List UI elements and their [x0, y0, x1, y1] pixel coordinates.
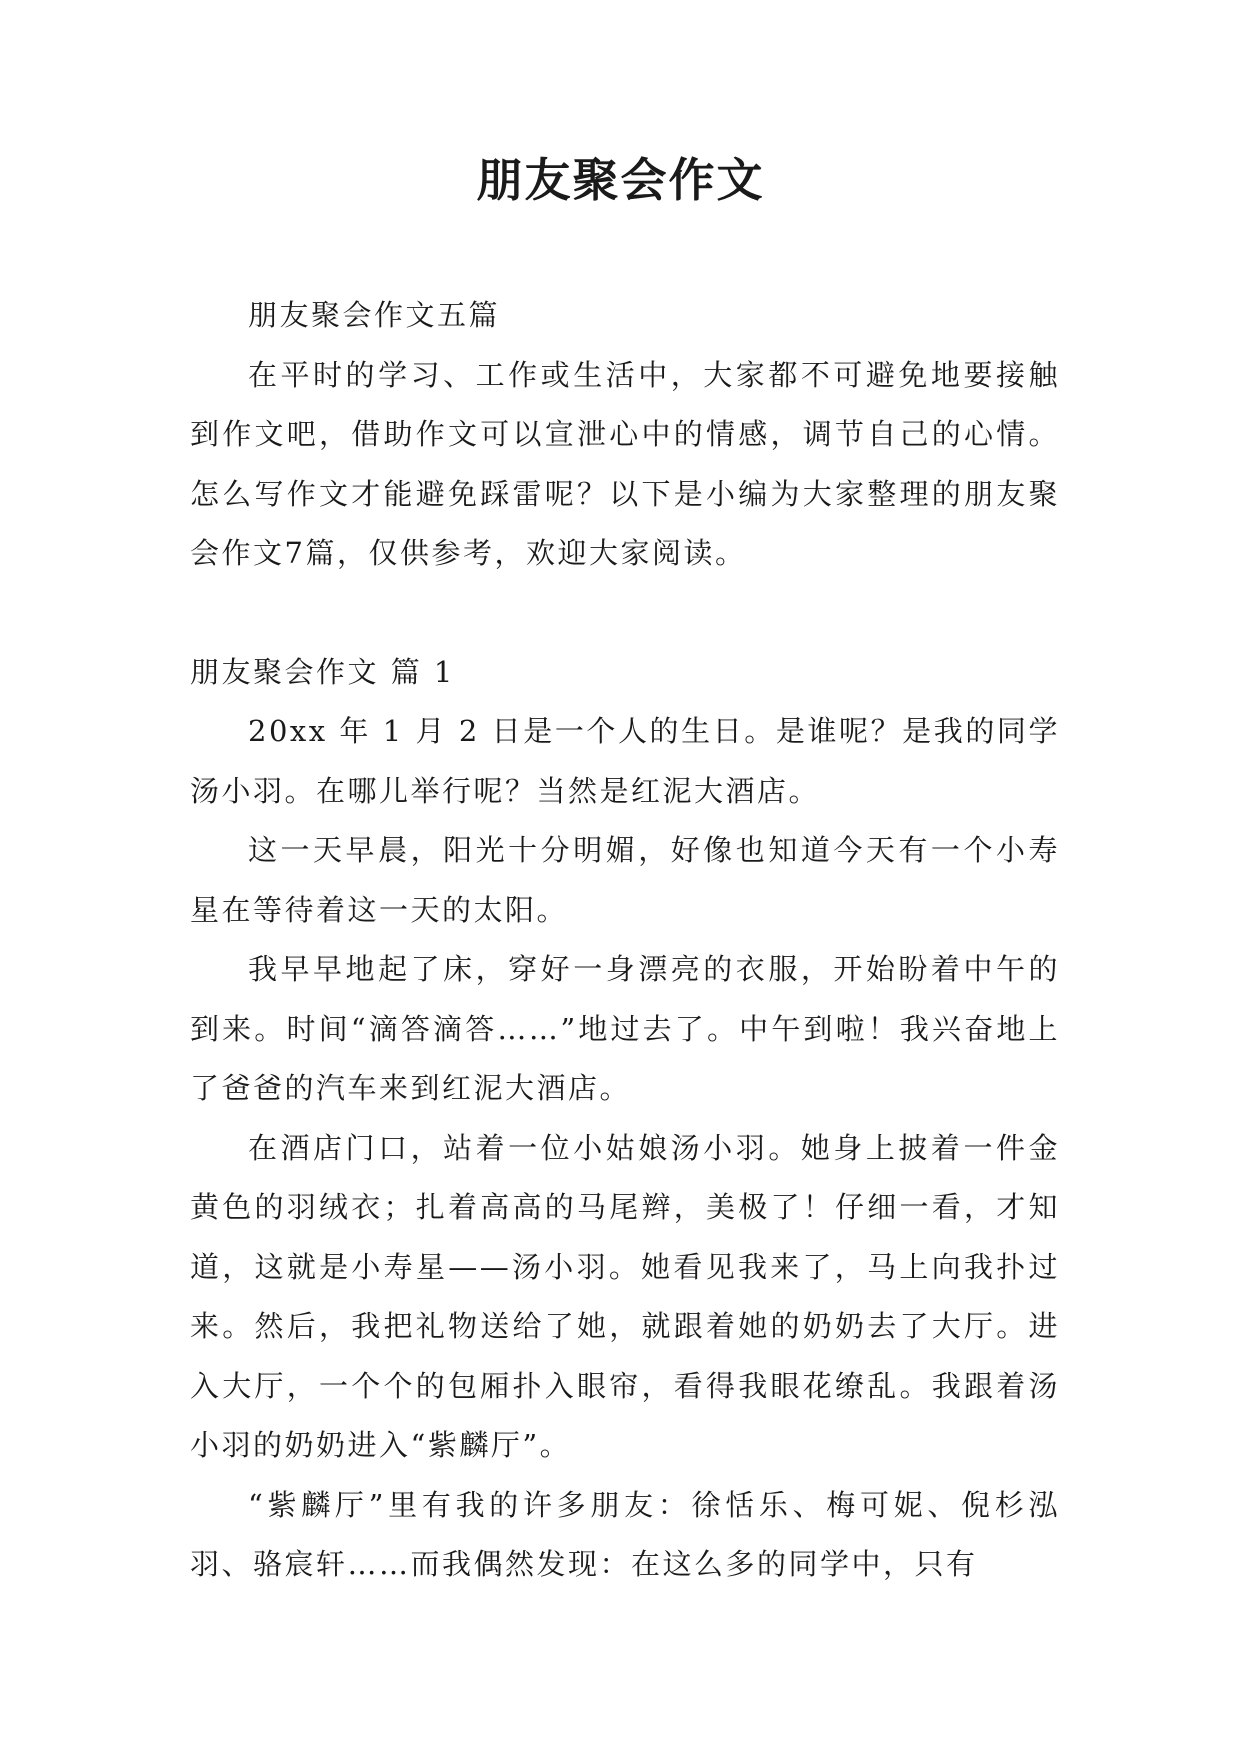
section-heading: 朋友聚会作文 篇 1	[190, 654, 455, 689]
body-paragraph: 20xx 年 1 月 2 日是一个人的生日。是谁呢？是我的同学汤小羽。在哪儿举行呢？当然是红泥大酒店。	[190, 714, 1060, 808]
document-body	[190, 286, 1060, 1595]
document-subtitle: 朋友聚会作文五篇	[248, 298, 501, 332]
body-paragraph: 这一天早晨，阳光十分明媚，好像也知道今天有一个小寿星在等待着这一天的太阳。	[190, 833, 1060, 927]
intro-paragraph: 在平时的学习、工作或生活中，大家都不可避免地要接触到作文吧，借助作文可以宣泄心中的情感，调节自己的心情。怎么写作文才能避免踩雷呢？以下是小编为大家整理的朋友聚会作文7篇，仅供参考，欢迎大家阅读。	[190, 357, 1060, 570]
body-paragraph: 我早早地起了床，穿好一身漂亮的衣服，开始盼着中午的到来。时间“滴答滴答……”地过去了。中午到啦！我兴奋地上了爸爸的汽车来到红泥大酒店。	[190, 952, 1060, 1105]
document-title: 朋友聚会作文	[476, 153, 765, 207]
body-paragraph: “紫麟厅”里有我的许多朋友：徐恬乐、梅可妮、倪杉泓羽、骆宸轩……而我偶然发现：在这么多的同学中，只有	[190, 1487, 1060, 1581]
body-paragraph: 在酒店门口，站着一位小姑娘汤小羽。她身上披着一件金黄色的羽绒衣；扎着高高的马尾辫，美极了！仔细一看，才知道，这就是小寿星——汤小羽。她看见我来了，马上向我扑过来。然后，我把礼物送给了她，就跟着她的奶奶去了大厅。进入大厅，一个个的包厢扑入眼帘，看得我眼花缭乱。我跟着汤小羽的奶奶进入“紫麟厅”。	[190, 1130, 1060, 1462]
